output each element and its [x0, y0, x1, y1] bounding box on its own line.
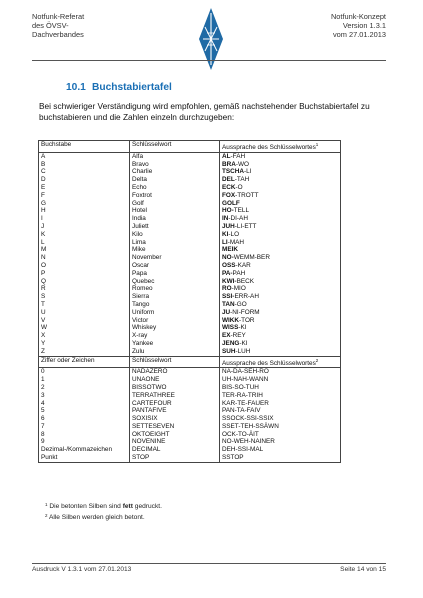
letter-cell: U [39, 309, 130, 317]
letter-cell: X [39, 332, 130, 340]
pronunciation-cell [220, 176, 341, 184]
digit-cell: 4 [39, 400, 130, 408]
column-header-text: Aussprache des Schlüsselwortes [222, 144, 316, 151]
stressed-syllable: JU [222, 308, 231, 316]
letter-cell: K [39, 231, 130, 239]
keyword-cell: Echo [130, 184, 220, 192]
keyword-cell: UNAONE [130, 376, 220, 384]
keyword-cell: TERRATHREE [130, 392, 220, 400]
keyword-cell: November [130, 254, 220, 262]
unstressed-syllable: -TAH [234, 176, 250, 184]
pronunciation-cell: NO-WEH-NAINER [220, 438, 341, 446]
stressed-syllable: SUH [222, 347, 236, 355]
keyword-cell: Juliett [130, 223, 220, 231]
unstressed-syllable: PAH [232, 269, 246, 277]
table-header-row [39, 356, 341, 368]
table-row [39, 317, 341, 325]
table-row [39, 161, 341, 169]
letter-cell: Y [39, 340, 130, 348]
table-row [39, 278, 341, 286]
unstressed-syllable: TELL [233, 207, 249, 215]
pronunciation-cell [220, 168, 341, 176]
footnote [45, 500, 162, 511]
keyword-cell: Bravo [130, 161, 220, 169]
footnote-text: gedruckt. [132, 503, 162, 510]
pronunciation-cell: SSTOP [220, 454, 341, 462]
keyword-cell: India [130, 215, 220, 223]
keyword-cell: Whiskey [130, 324, 220, 332]
unstressed-syllable: WEMM-BER [233, 254, 270, 262]
footnote-text: Alle Silben werden gleich betont. [48, 514, 145, 521]
table-row [39, 340, 341, 348]
stressed-syllable: FOX [222, 191, 236, 199]
table-row [39, 324, 341, 332]
footnote-text: Die betonten Silben sind [49, 503, 123, 510]
pronunciation-cell [220, 161, 341, 169]
table-row [39, 270, 341, 278]
unstressed-syllable: ERR-AH [234, 293, 259, 301]
header-left-line: Notfunk-Referat [32, 12, 85, 21]
footnote-ref: 1 [315, 142, 319, 147]
pronunciation-cell [220, 301, 341, 309]
letter-cell: P [39, 270, 130, 278]
pronunciation-cell [220, 270, 341, 278]
letter-cell: T [39, 301, 130, 309]
digit-cell: 2 [39, 384, 130, 392]
pronunciation-cell: UH-NAH-WANN [220, 376, 341, 384]
stressed-syllable: IN [222, 215, 229, 223]
keyword-cell: Tango [130, 301, 220, 309]
table-row [39, 392, 341, 400]
stressed-syllable: NO- [222, 254, 234, 262]
table-row [39, 301, 341, 309]
keyword-cell: PANTAFIVE [130, 407, 220, 415]
table-row [39, 192, 341, 200]
pronunciation-cell [220, 215, 341, 223]
keyword-cell: Oscar [130, 262, 220, 270]
keyword-cell: Golf [130, 200, 220, 208]
stressed-syllable: EX [222, 332, 231, 340]
keyword-cell: X-ray [130, 332, 220, 340]
pronunciation-cell: TER-RA-TRIH [220, 392, 341, 400]
header-divider [32, 60, 386, 61]
pronunciation-cell [220, 285, 341, 293]
letter-cell: Z [39, 348, 130, 356]
letter-cell: F [39, 192, 130, 200]
stressed-syllable: AL [222, 152, 231, 160]
table-row [39, 438, 341, 446]
header-right-line: Notfunk-Konzept [330, 12, 386, 21]
table-row [39, 446, 341, 454]
letter-cell: D [39, 176, 130, 184]
table-row [39, 407, 341, 415]
letter-cell: B [39, 161, 130, 169]
table-row [39, 400, 341, 408]
pronunciation-cell: NA-DA-SEH-RO [220, 368, 341, 376]
unstressed-syllable: -KAR [235, 261, 251, 269]
letter-cell: V [39, 317, 130, 325]
table-row [39, 184, 341, 192]
keyword-cell: Victor [130, 317, 220, 325]
pronunciation-cell [220, 348, 341, 356]
unstressed-syllable: -DI-AH [228, 215, 248, 223]
keyword-cell: CARTEFOUR [130, 400, 220, 408]
stressed-syllable: HO- [222, 207, 234, 215]
letter-cell: J [39, 223, 130, 231]
letter-cell: S [39, 293, 130, 301]
keyword-cell: BISSOTWO [130, 384, 220, 392]
header-left-line: des ÖVSV- [32, 21, 69, 31]
keyword-cell: Zulu [130, 348, 220, 356]
digit-cell: 9 [39, 438, 130, 446]
pronunciation-cell: KAR-TE-FAUER [220, 400, 341, 408]
unstressed-syllable: -NI-FORM [230, 308, 260, 316]
stressed-syllable: TAN [222, 300, 235, 308]
unstressed-syllable: -O [235, 183, 243, 191]
pronunciation-cell: BIS-SO-TUH [220, 384, 341, 392]
stressed-syllable: ECK [222, 183, 236, 191]
unstressed-syllable: -TOR [239, 316, 255, 324]
table-row [39, 152, 341, 160]
stressed-syllable: BRA [222, 160, 236, 168]
pronunciation-cell: OCK-TO-ÄIT [220, 431, 341, 439]
keyword-cell: NADAZERO [130, 368, 220, 376]
unstressed-syllable: -REY [230, 332, 246, 340]
unstressed-syllable: -LO [228, 230, 240, 238]
pronunciation-cell [220, 200, 341, 208]
letter-cell: E [39, 184, 130, 192]
intro-paragraph: Bei schwieriger Verständigung wird empfohlen, gemäß nachstehender Buchstabiertafel zu buchstabieren und die Zahlen einzeln durchzugeben: [39, 101, 370, 122]
digit-cell: 6 [39, 415, 130, 423]
pronunciation-cell [220, 332, 341, 340]
table-row [39, 207, 341, 215]
table-row [39, 168, 341, 176]
header-left [32, 12, 84, 40]
table-row [39, 246, 341, 254]
footer-print-info: Ausdruck V 1.3.1 vom 27.01.2013 [32, 566, 132, 573]
pronunciation-cell: DEH-SSI-MAL [220, 446, 341, 454]
table-row [39, 431, 341, 439]
table-row [39, 332, 341, 340]
oevsv-logo-icon [198, 7, 224, 71]
stressed-syllable: WIKK [222, 316, 240, 324]
pronunciation-cell [220, 340, 341, 348]
letter-cell: G [39, 200, 130, 208]
letter-cell: R [39, 285, 130, 293]
spelling-table [38, 140, 341, 463]
table-row [39, 309, 341, 317]
digit-cell: 7 [39, 423, 130, 431]
letter-cell: C [39, 168, 130, 176]
digit-cell: Punkt [39, 454, 130, 462]
column-header: Schlüsselwort [130, 356, 220, 368]
column-header: Schlüsselwort [130, 141, 220, 153]
pronunciation-cell [220, 246, 341, 254]
table-row [39, 176, 341, 184]
section-title: Buchstabiertafel [92, 82, 172, 93]
stressed-syllable: KI [222, 230, 229, 238]
keyword-cell: Alfa [130, 152, 220, 160]
pronunciation-cell [220, 207, 341, 215]
section-heading [66, 82, 172, 93]
table-row [39, 254, 341, 262]
column-header: Buchstabe [39, 141, 130, 153]
table-row [39, 293, 341, 301]
keyword-cell: Romeo [130, 285, 220, 293]
table-row [39, 415, 341, 423]
unstressed-syllable: -LUH [235, 347, 251, 355]
stressed-syllable: LI [222, 238, 228, 246]
keyword-cell: SETTESEVEN [130, 423, 220, 431]
footnote-mark: 2 [45, 513, 48, 518]
unstressed-syllable: BECK [236, 277, 254, 285]
unstressed-syllable: -FAH [230, 152, 246, 160]
keyword-cell: Hotel [130, 207, 220, 215]
unstressed-syllable: -TROTT [235, 191, 259, 199]
pronunciation-cell [220, 152, 341, 160]
header-right-line: vom 27.01.2013 [332, 30, 386, 40]
table-row [39, 384, 341, 392]
table-row [39, 348, 341, 356]
table-row [39, 285, 341, 293]
digit-cell: 8 [39, 431, 130, 439]
digit-cell: Dezimal-/Kommazeichen [39, 446, 130, 454]
table-row [39, 239, 341, 247]
pronunciation-cell [220, 231, 341, 239]
unstressed-syllable: -MIO [231, 285, 246, 293]
keyword-cell: STOP [130, 454, 220, 462]
table-row [39, 223, 341, 231]
column-header: Ziffer oder Zeichen [39, 356, 130, 368]
pronunciation-cell [220, 278, 341, 286]
pronunciation-cell [220, 184, 341, 192]
table-row [39, 215, 341, 223]
letter-cell: Q [39, 278, 130, 286]
digit-cell: 0 [39, 368, 130, 376]
letter-cell: A [39, 152, 130, 160]
stressed-syllable: TSCHA [222, 168, 245, 176]
stressed-syllable: JENG [222, 339, 240, 347]
stressed-syllable: MEIK [222, 246, 238, 254]
unstressed-syllable: -LI [244, 168, 252, 176]
table-row [39, 376, 341, 384]
footnote-bold: fett [122, 503, 133, 510]
stressed-syllable: SSI- [222, 293, 235, 301]
pronunciation-cell: SSET-TEH-SSÄWN [220, 423, 341, 431]
footnotes [45, 500, 162, 522]
pronunciation-cell [220, 239, 341, 247]
unstressed-syllable: -KI [238, 324, 247, 332]
keyword-cell: Foxtrot [130, 192, 220, 200]
keyword-cell: Charlie [130, 168, 220, 176]
letter-cell: I [39, 215, 130, 223]
keyword-cell: Lima [130, 239, 220, 247]
table-row [39, 262, 341, 270]
footnote [45, 511, 162, 522]
header-left-line: Dachverbandes [32, 30, 84, 40]
keyword-cell: DECIMAL [130, 446, 220, 454]
pronunciation-cell [220, 309, 341, 317]
column-header [220, 141, 341, 153]
stressed-syllable: PA- [222, 269, 233, 277]
keyword-cell: Yankee [130, 340, 220, 348]
letter-cell: W [39, 324, 130, 332]
pronunciation-cell [220, 192, 341, 200]
footnote-ref: 2 [315, 357, 319, 363]
letter-cell: M [39, 246, 130, 254]
stressed-syllable: GOLF [222, 199, 240, 207]
table-row [39, 368, 341, 376]
pronunciation-cell: SSOCK-SSI-SSIX [220, 415, 341, 423]
digit-cell: 3 [39, 392, 130, 400]
table-header-row [39, 141, 341, 153]
table-row [39, 200, 341, 208]
footer-page-number: Seite 14 von 15 [340, 566, 386, 573]
keyword-cell: Kilo [130, 231, 220, 239]
unstressed-syllable: -MAH [227, 238, 245, 246]
keyword-cell: NOVENINE [130, 438, 220, 446]
keyword-cell: Delta [130, 176, 220, 184]
letter-cell: O [39, 262, 130, 270]
column-header [220, 356, 341, 368]
stressed-syllable: KWI- [222, 277, 237, 285]
footer-divider [32, 563, 386, 564]
keyword-cell: OKTOEIGHT [130, 431, 220, 439]
pronunciation-cell [220, 223, 341, 231]
header-right-line: Version 1.3.1 [342, 21, 386, 31]
stressed-syllable: JUH [222, 222, 235, 230]
keyword-cell: Quebec [130, 278, 220, 286]
digit-cell: 5 [39, 407, 130, 415]
stressed-syllable: WISS [222, 324, 239, 332]
column-header-text: Aussprache des Schlüsselwortes [222, 359, 316, 367]
letter-cell: L [39, 239, 130, 247]
pronunciation-cell: PAN-TA-FAIV [220, 407, 341, 415]
stressed-syllable: RO [222, 285, 232, 293]
unstressed-syllable: -GO [234, 300, 247, 308]
letter-cell: N [39, 254, 130, 262]
table-row [39, 423, 341, 431]
keyword-cell: Papa [130, 270, 220, 278]
keyword-cell: Uniform [130, 309, 220, 317]
pronunciation-cell [220, 317, 341, 325]
table-row [39, 454, 341, 462]
stressed-syllable: OSS [222, 261, 236, 269]
unstressed-syllable: -WO [235, 160, 249, 168]
keyword-cell: Sierra [130, 293, 220, 301]
pronunciation-cell [220, 254, 341, 262]
unstressed-syllable: -LI-ETT [234, 222, 257, 230]
keyword-cell: SOXISIX [130, 415, 220, 423]
unstressed-syllable: -KI [239, 339, 248, 347]
pronunciation-cell [220, 262, 341, 270]
letter-cell: H [39, 207, 130, 215]
table-row [39, 231, 341, 239]
section-number: 10.1 [66, 82, 86, 93]
footnote-mark: 1 [45, 502, 48, 507]
stressed-syllable: DEL [222, 176, 235, 184]
digit-cell: 1 [39, 376, 130, 384]
pronunciation-cell [220, 324, 341, 332]
keyword-cell: Mike [130, 246, 220, 254]
header-right [331, 12, 386, 40]
pronunciation-cell [220, 293, 341, 301]
